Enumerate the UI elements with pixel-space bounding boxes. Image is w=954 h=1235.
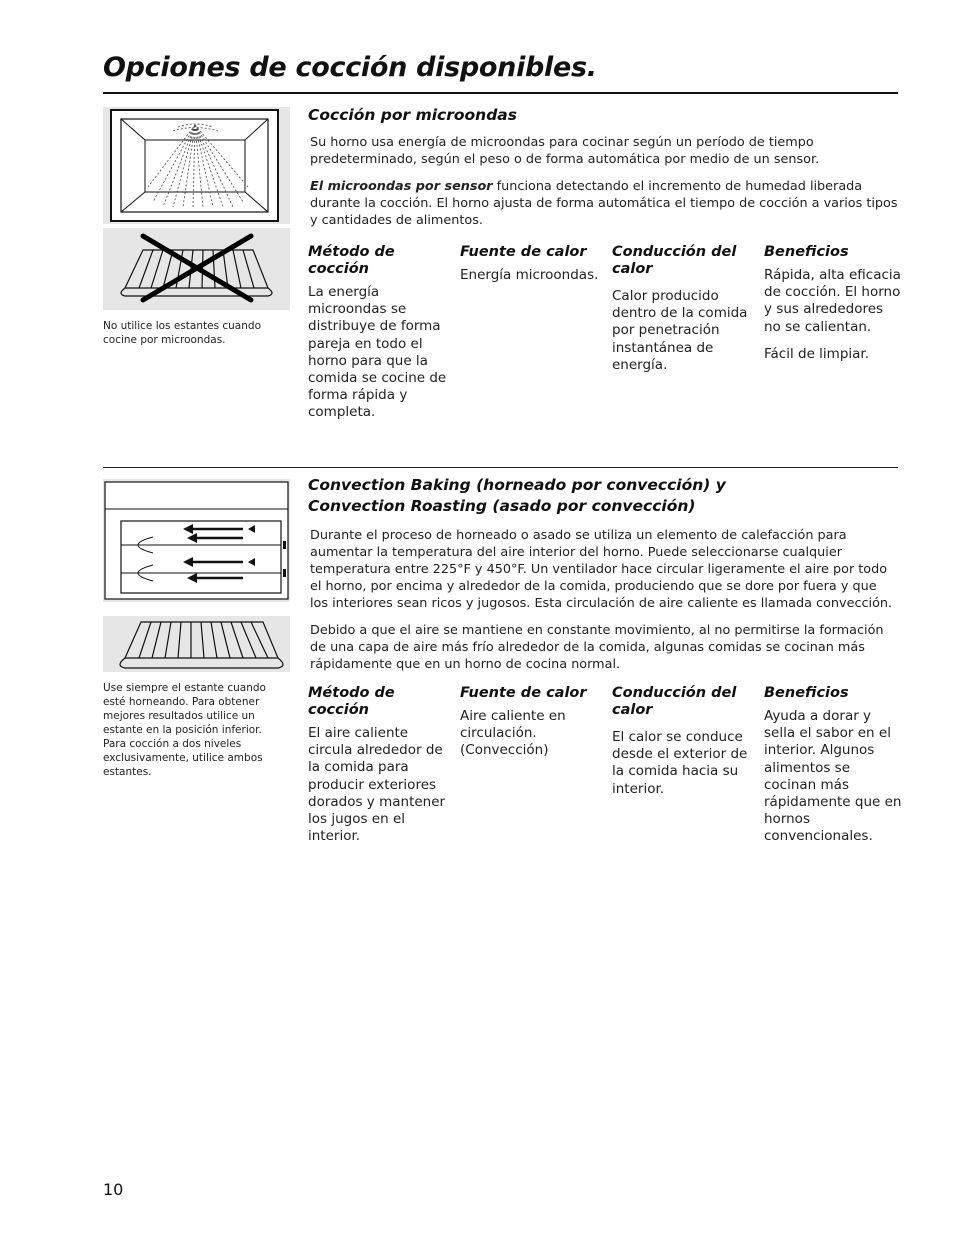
section-divider xyxy=(103,467,898,468)
column-heading: Conducción del calor xyxy=(612,685,737,718)
column-text: El calor se conduce desde el exterior de la comida hacia su interior. xyxy=(612,729,748,797)
column-heading: Fuente de calor xyxy=(460,244,587,260)
microwave-method-column xyxy=(308,244,448,422)
microwave-conduction-column xyxy=(612,244,752,374)
column-text: Rápida, alta eficacia de cocción. El horno y sus alrededores no se calientan. xyxy=(764,267,901,335)
convection-heading-line-2: Convection Roasting (asado por convección) xyxy=(308,497,696,515)
convection-method-column xyxy=(308,685,448,845)
column-text: La energía microondas se distribuye de forma pareja en todo el horno para que la comida se cocine de forma rápida y completa. xyxy=(308,284,447,421)
column-text: Ayuda a dorar y sella el sabor en el interior. Algunos alimentos se cocinan más rápidamente que en hornos convencionales. xyxy=(764,708,902,845)
oven-rack-illustration xyxy=(103,616,290,672)
column-text: Calor producido dentro de la comida por penetración instantánea de energía. xyxy=(612,288,748,373)
column-text: Aire caliente en circulación. (Convección) xyxy=(460,708,566,759)
convection-heading xyxy=(308,475,726,517)
convection-caption: Use siempre el estante cuando esté horneando. Para obtener mejores resultados utilice un estante en la posición inferior. Para cocción a dos niveles exclusivamente, utilice ambos estantes. xyxy=(103,682,266,778)
microwave-oven-illustration xyxy=(103,107,290,224)
microwave-paragraph-1: Su horno usa energía de microondas para cocinar según un período de tiempo predeterminado, según el peso o de forma automática por medio de un sensor. xyxy=(310,135,820,167)
convection-conduction-column xyxy=(612,685,752,798)
page-title: Opciones de cocción disponibles. xyxy=(103,52,597,83)
column-heading: Método de cocción xyxy=(308,244,395,277)
title-divider xyxy=(103,92,898,94)
convection-oven-illustration xyxy=(103,479,290,602)
microwave-benefits-column xyxy=(764,244,904,363)
convection-paragraph-1: Durante el proceso de horneado o asado se utiliza un elemento de calefacción para aumentar la temperatura del aire interior del horno. Puede seleccionarse cualquier temperatura entre 225°F y 450°F. Un ventilador hace circular ligeramente el aire por todo el horno, por encima y alrededor de la comida, produciendo que se dore por fuera y que los interiores sean ricos y jugosos. Esta circulación de aire caliente es llamada convección. xyxy=(310,528,893,611)
microwave-paragraph-2 xyxy=(310,178,898,229)
column-heading: Conducción del calor xyxy=(612,244,737,277)
microwave-caption: No utilice los estantes cuando cocine por microondas. xyxy=(103,320,261,346)
column-text: Energía microondas. xyxy=(460,267,599,283)
microwave-heading: Cocción por microondas xyxy=(308,106,517,124)
column-text: El aire caliente circula alrededor de la comida para producir exteriores dorados y mantener los jugos en el interior. xyxy=(308,725,446,845)
microwave-source-column xyxy=(460,244,600,284)
convection-source-column xyxy=(460,685,600,760)
convection-paragraph-2: Debido a que el aire se mantiene en constante movimiento, al no permitirse la formación de una capa de aire más frío alrededor de la comida, algunas comidas se cocinan más rápidamente que en un horno de cocina normal. xyxy=(310,623,884,672)
oven-rack-crossed-out-illustration xyxy=(103,228,290,310)
column-heading: Beneficios xyxy=(764,244,849,260)
sensor-term: El microondas por sensor xyxy=(310,179,493,194)
sensor-description: funciona detectando el incremento de humedad liberada durante la cocción. El horno ajusta de forma automática el tiempo de cocción a varios tipos y cantidades de alimentos. xyxy=(310,179,898,228)
page-number: 10 xyxy=(103,1180,124,1199)
column-heading: Beneficios xyxy=(764,685,849,701)
column-heading: Fuente de calor xyxy=(460,685,587,701)
convection-heading-line-1: Convection Baking (horneado por convección) y xyxy=(308,476,726,494)
column-heading: Método de cocción xyxy=(308,685,395,718)
convection-benefits-column xyxy=(764,685,904,846)
column-text: Fácil de limpiar. xyxy=(764,345,870,362)
